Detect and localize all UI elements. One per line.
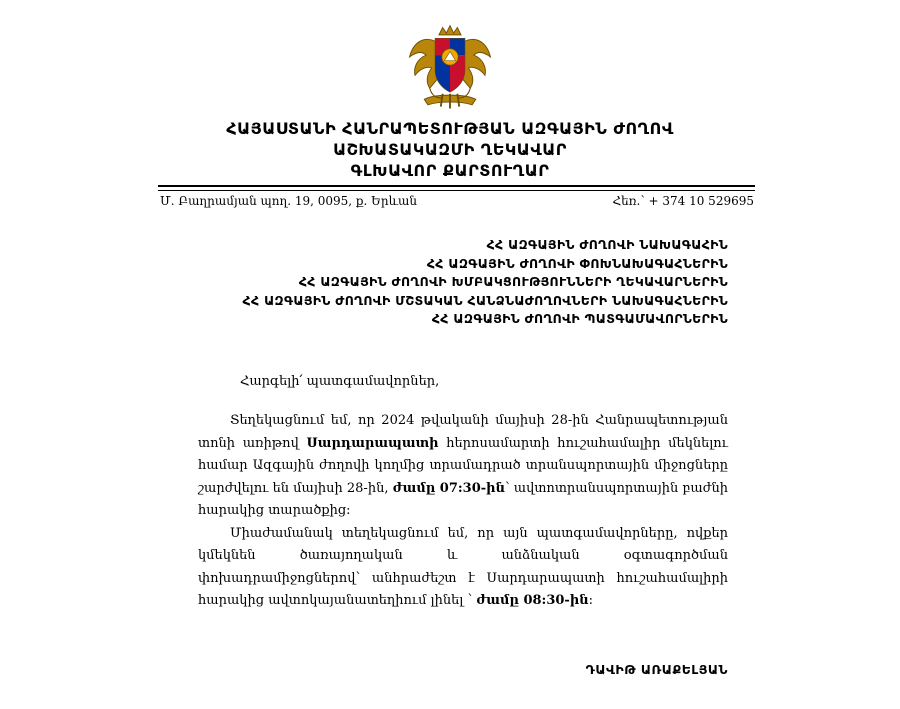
address: Մ. Բաղրամյան պող. 19, 0095, ք. Երևան xyxy=(160,194,418,208)
phone-number: Հեռ.՝ + 374 10 529695 xyxy=(612,194,754,208)
text-span: հերոսամարտի հուշահամալիր մեկնելու համար Ազգային ժողովի կողմից տրամադրած տրանսպորտային միջոցները շարժվելու են մայիսի 28-ին, xyxy=(198,435,728,496)
title-line: ՀԱՅԱՍՏԱՆԻ ՀԱՆՐԱՊԵՏՈՒԹՅԱՆ ԱԶԳԱՅԻՆ ԺՈՂՈՎ xyxy=(226,119,674,138)
salutation: Հարգելի՛ պատգամավորներ, xyxy=(240,374,440,389)
text-span: Տեղեկացնում եմ, որ 2024 թվականի մայիսի 28-ին Հանրապետության տոնի առիթով xyxy=(198,413,728,451)
text-span: ՝ ավտոտրանսպորտային բաժնի հարակից տարածքից: xyxy=(198,480,728,518)
departure-time: ժամը 07:30-ին xyxy=(392,480,505,496)
text-span: : xyxy=(588,593,593,608)
recipient-line: ՀՀ ԱԶԳԱՅԻՆ ԺՈՂՈՎԻ ՊԱՏԳԱՄԱՎՈՐՆԵՐԻՆ xyxy=(431,311,728,326)
header-divider-thick xyxy=(158,185,755,187)
recipient-line: ՀՀ ԱԶԳԱՅԻՆ ԺՈՂՈՎԻ ՓՈԽՆԱԽԱԳԱՀՆԵՐԻՆ xyxy=(426,255,728,271)
place-name: Սարդարապատի xyxy=(306,435,439,451)
header-divider-thin xyxy=(158,190,755,191)
recipient-line: ՀՀ ԱԶԳԱՅԻՆ ԺՈՂՈՎԻ ՆԱԽԱԳԱՀԻՆ xyxy=(486,237,728,252)
recipients-block xyxy=(243,236,728,329)
title-line: ԳԼԽԱՎՈՐ ՔԱՐՏՈՒՂԱՐ xyxy=(350,161,550,180)
recipient-line: ՀՀ ԱԶԳԱՅԻՆ ԺՈՂՈՎԻ ՄՇՏԱԿԱՆ ՀԱՆՁՆԱԺՈՂՈՎՆԵՐԻ ՆԱԽԱԳԱՀՆԵՐԻՆ xyxy=(242,292,728,308)
recipient-line: ՀՀ ԱԶԳԱՅԻՆ ԺՈՂՈՎԻ ԽՄԲԱԿՑՈՒԹՅՈՒՆՆԵՐԻ ՂԵԿԱՎԱՐՆԵՐԻՆ xyxy=(298,274,728,289)
paragraph-2 xyxy=(198,523,728,613)
arrival-time: ժամը 08:30-ին xyxy=(476,593,589,608)
paragraph-1 xyxy=(198,410,728,523)
title-line: ԱՇԽԱՏԱԿԱԶՄԻ ՂԵԿԱՎԱՐ xyxy=(333,140,567,159)
signature-name: ԴԱՎԻԹ ԱՌԱՔԵԼՅԱՆ xyxy=(585,662,728,677)
organization-title xyxy=(150,118,750,181)
text-span: Միաժամանակ տեղեկացնում եմ, որ այն պատգամավորները, ովքեր կմեկնեն ծառայողական և անձնական օգտագործման փոխադրամիջոցներով՝ անհրաժեշտ է Սարդարապատի հուշահամալիրի հարակից ավտոկայանատեղիում լինել ՝ xyxy=(198,525,728,608)
coat-of-arms-icon xyxy=(404,22,496,114)
letter-body xyxy=(198,410,728,613)
